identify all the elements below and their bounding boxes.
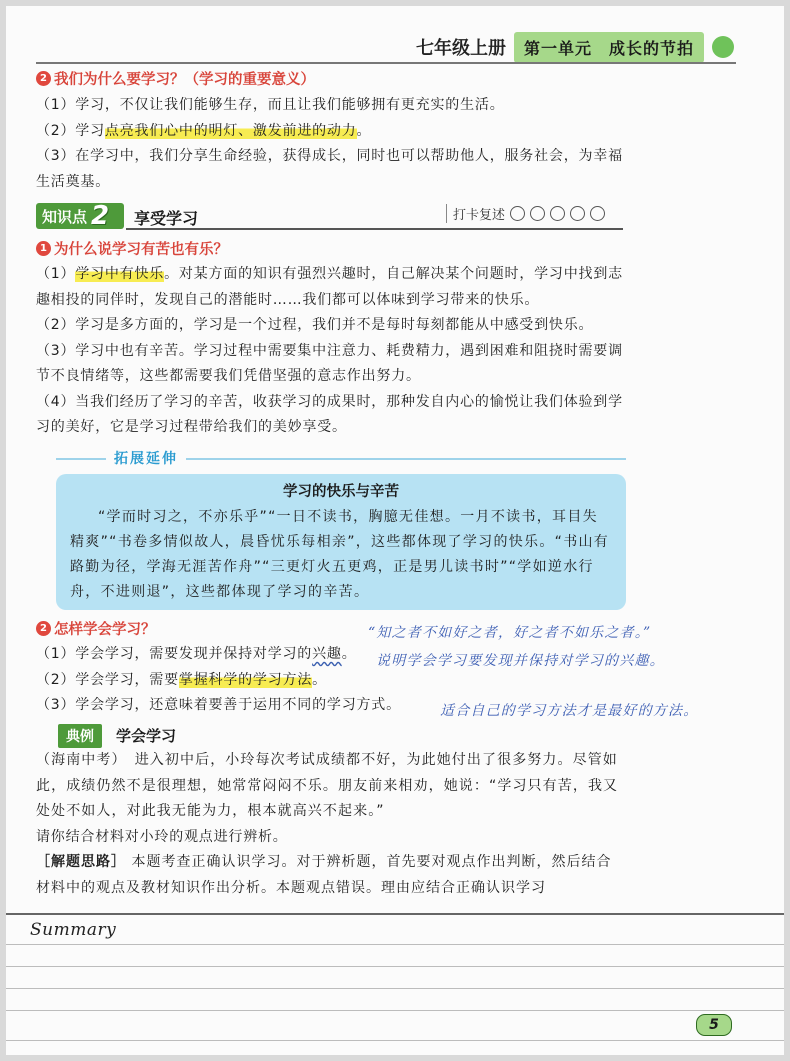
header-divider: [36, 62, 736, 64]
question-number-badge: 2: [36, 71, 51, 86]
example-body: （海南中考） 进入初中后，小玲每次考试成绩都不好，为此她付出了很多努力。尽管如此，成绩仍然不是很理想，她常常闷闷不乐。朋友前来相劝，她说：“学习只有苦，我又处处不如人，对此我无能为力，根本就高兴不起来。”: [36, 752, 619, 819]
question-heading: [36, 68, 636, 89]
highlight: 学习中有快乐: [75, 266, 165, 282]
knowledge-point-bar: [36, 201, 623, 231]
section-joy-and-pain: [36, 238, 630, 441]
summary-divider: [6, 913, 784, 915]
question-number-badge: 1: [36, 241, 51, 256]
answer-item: （2）学会学习，需要掌握科学的学习方法。: [36, 671, 327, 688]
checkin-circle-icon[interactable]: [550, 206, 565, 221]
question-number-badge: 2: [36, 621, 51, 636]
answer-item: （1）学会学习，需要发现并保持对学习的兴趣。: [36, 646, 357, 662]
answer-item: （3）在学习中，我们分享生命经验，获得成长，同时也可以帮助他人，服务社会，为幸福生活奠基。: [36, 148, 623, 190]
example-title: 学会学习: [116, 727, 177, 745]
answer-item: （1）学习中有快乐。对某方面的知识有强烈兴趣时，自己解决某个问题时，学习中找到志趣相投的同伴时，发现自己的潜能时……我们都可以体味到学习带来的快乐。: [36, 266, 623, 308]
extension-heading: [56, 448, 626, 468]
summary-rule: [6, 966, 784, 967]
header-dot-icon: [712, 36, 734, 58]
example-hint: ［解题思路］ 本题考查正确认识学习。对于辨析题，首先要对观点作出判断，然后结合材料中的观点及教材知识作出分析。本题观点错误。理由应结合正确认识学习: [36, 854, 612, 896]
section-why-learn: [36, 68, 636, 195]
question-heading: [36, 618, 406, 639]
page-number: 5: [696, 1014, 732, 1036]
highlight: 掌握科学的学习方法: [178, 671, 313, 688]
summary-rule: [6, 1040, 784, 1041]
page-header: [416, 30, 734, 64]
summary-rule: [6, 988, 784, 989]
grade-label: 七年级上册: [416, 38, 506, 59]
extension-label: 拓展延伸: [106, 448, 186, 468]
answer-item: （1）学习，不仅让我们能够生存，而且让我们能够拥有更充实的生活。: [36, 97, 505, 113]
answer-item: （3）学会学习，还意味着要善于运用不同的学习方式。: [36, 697, 401, 713]
example-content: [36, 748, 624, 901]
question-text: 我们为什么要学习？（学习的重要意义）: [54, 72, 315, 88]
answer-item: （2）学习点亮我们心中的明灯、激发前进的动力。: [36, 122, 372, 139]
checkin-review: 打卡复述: [446, 204, 605, 223]
section-how-to-learn: [36, 618, 406, 719]
extension-text: “学而时习之，不亦乐乎”“一日不读书，胸臆无佳想。一月不读书，耳目失精爽”“书卷多情似故人，晨昏忧乐每相亲”，这些都体现了学习的快乐。“书山有路勤为径，学海无涯苦作舟”“三更灯火五更鸡，正是男儿读书时”“学如逆水行舟，不进则退”，这些都体现了学习的辛苦。: [70, 509, 610, 600]
highlight: 点亮我们心中的明灯、激发前进的动力: [104, 122, 357, 139]
summary-label: Summary: [30, 920, 117, 940]
question-text: 为什么说学习有苦也有乐？: [54, 242, 228, 258]
answer-item: （4）当我们经历了学习的辛苦，收获学习的成果时，那种发自内心的愉悦让我们体验到学习的美好，它是学习过程带给我们的美妙享受。: [36, 393, 623, 435]
handwritten-note-method: 适合自己的学习方法才是最好的方法。: [440, 703, 699, 719]
wavy-underline: 兴趣: [312, 646, 342, 662]
extension-box: [56, 474, 626, 610]
example-tag: 典例: [58, 724, 102, 748]
knowledge-point-title: 享受学习: [134, 209, 199, 228]
question-text: 怎样学会学习？: [54, 622, 156, 638]
knowledge-point-underline: [126, 228, 623, 230]
question-heading: [36, 238, 630, 259]
checkin-circle-icon[interactable]: [510, 206, 525, 221]
answer-item: （3）学习中也有辛苦。学习过程中需要集中注意力、耗费精力，遇到困难和阻挠时需要调节不良情绪等，这些都需要我们凭借坚强的意志作出努力。: [36, 342, 623, 384]
summary-rule: [6, 944, 784, 945]
summary-rule: [6, 1010, 784, 1011]
unit-label: 第一单元 成长的节拍: [514, 32, 704, 63]
page: [6, 6, 784, 1055]
example-task: 请你结合材料对小玲的观点进行辨析。: [36, 828, 288, 845]
checkin-circle-icon[interactable]: [590, 206, 605, 221]
handwritten-note-quote: “知之者不如好之者，好之者不如乐之者。”: [368, 625, 652, 641]
answer-item: （2）学习是多方面的，学习是一个过程，我们并不是每时每刻都能从中感受到快乐。: [36, 317, 594, 333]
checkin-circle-icon[interactable]: [530, 206, 545, 221]
extension-title: 学习的快乐与辛苦: [283, 484, 399, 500]
handwritten-note-explain: 说明学会学习要发现并保持对学习的兴趣。: [376, 653, 665, 669]
checkin-circle-icon[interactable]: [570, 206, 585, 221]
knowledge-point-badge: 知识点 2: [36, 203, 124, 229]
